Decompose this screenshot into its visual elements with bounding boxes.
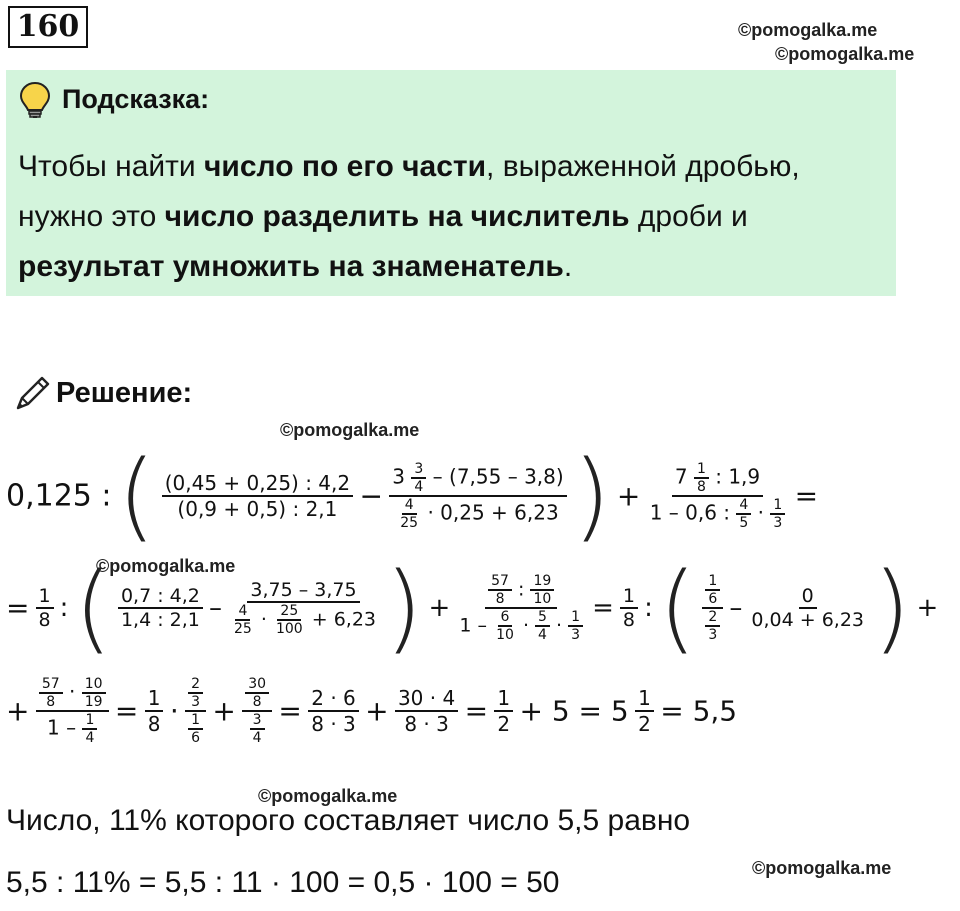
task-number: 160 — [8, 6, 88, 48]
equation-line-1: 0,125 : ( $\frac{(0,45 + 0,25) : 4,2}{(0,9 + 0,5) : 2,1}$ − 3 $\frac{3}{4}$ – (7,55 – 3,8) $\frac{4}{25}$ · 0,25 + 6,23 ) + 7 $\frac{1}{8}$ : 1,9 1 – 0,6 : $\frac{4}{5}$ · $\frac{1}{3}$ = — [6, 440, 819, 552]
solution-title: Решение: — [56, 377, 193, 409]
hint-line-3: результат умножить на знаменатель. — [18, 250, 573, 283]
final-equation: 5,5 : 11% = 5,5 : 11 · 100 = 0,5 · 100 = 50 — [6, 866, 560, 899]
watermark: ©pomogalka.me — [752, 858, 892, 878]
answer-text: Число, 11% которого составляет число 5,5 равно — [6, 804, 691, 837]
watermark: ©pomogalka.me — [280, 420, 420, 440]
hint-line-1: Чтобы найти число по его части, выраженной дробью, — [18, 150, 800, 183]
watermark: ©pomogalka.me — [738, 20, 878, 40]
equation-line-2: = $\frac{1}{8}$ : ( $\frac{0,7 : 4,2}{1,4 : 2,1}$ – 3,75 – 3,75 $\frac{4}{25}$ · $\frac{25}{100}$ + 6,23 ) + $\frac{57}{8}$ : $\frac{19}{10}$ 1 – $\frac{6}{10}$ · $\frac{5}{4}$ · $\frac{1}{3}$ = $\frac{1}{8}$ : ( $\frac{\frac{1}{6}}{\frac{2}{3}}$ – $\frac{0}{0,04 + 6,23}$ ) + — [6, 552, 939, 664]
pencil-icon — [12, 374, 52, 418]
hint-line-2: нужно это число разделить на числитель дроби и — [18, 200, 748, 233]
lightbulb-icon — [18, 80, 52, 124]
watermark: ©pomogalka.me — [258, 786, 398, 806]
equation-line-3: + $\frac{57}{8}$ · $\frac{10}{19}$ 1 – $\frac{1}{4}$ = $\frac{1}{8}$ · $\frac{\frac{2}{3}}{\frac{1}{6}}$ + $\frac{\frac{30}{8}}{\frac{3}{4}}$ = $\frac{2 \cdot 6}{8 \cdot 3}$ + $\frac{30 \cdot 4}{8 \cdot 3}$ = $\frac{1}{2}$ + 5 = 5 $\frac{1}{2}$ = 5,5 — [6, 676, 738, 746]
watermark: ©pomogalka.me — [96, 556, 236, 576]
hint-title: Подсказка: — [62, 84, 210, 114]
watermark: ©pomogalka.me — [775, 44, 915, 64]
